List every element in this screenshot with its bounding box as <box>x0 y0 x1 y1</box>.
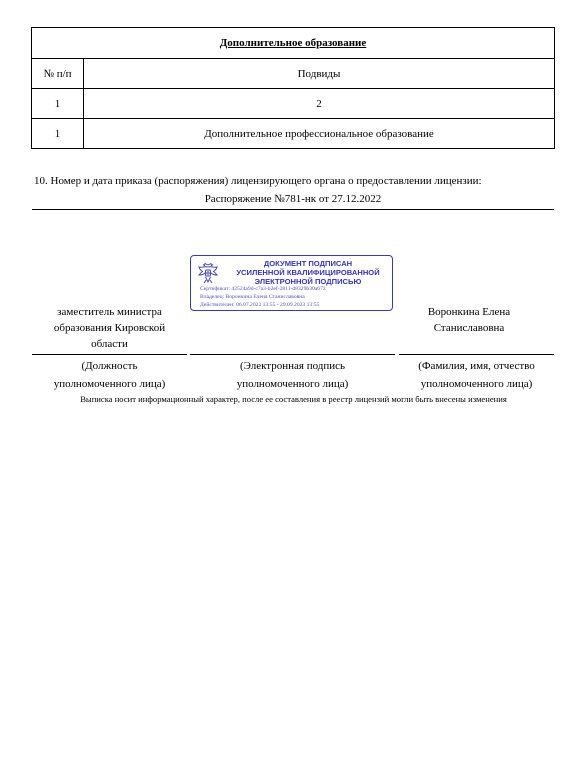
table-header-row <box>32 59 555 89</box>
stamp-details <box>200 285 326 310</box>
position-caption: (Должность уполномоченного лица) <box>53 360 166 390</box>
table-title: Дополнительное образование <box>32 28 555 59</box>
stamp-heading: ДОКУМЕНТ ПОДПИСАН УСИЛЕННОЙ КВАЛИФИЦИРОВАННОЙ ЭЛЕКТРОННОЙ ПОДПИСЬЮ <box>236 259 380 286</box>
signature-caption: (Электронная подпись уполномоченного лица) <box>236 360 349 390</box>
row-subtype-cell: Дополнительное профессиональное образование <box>84 119 555 149</box>
e-signature-stamp <box>190 255 393 311</box>
name-caption: (Фамилия, имя, отчество уполномоченного лица) <box>418 360 535 390</box>
order-value: Распоряжение №781-нк от 27.12.2022 <box>204 193 382 205</box>
table-row <box>32 119 555 149</box>
position-line <box>32 354 187 355</box>
table-numbering-row <box>32 89 555 119</box>
disclaimer-note: Выписка носит информационный характер, после ее составления в реестр лицензий могли быть внесены изменения <box>80 394 507 404</box>
signature-line <box>190 354 395 355</box>
numbering-cell: 2 <box>84 89 555 119</box>
subtypes-table <box>31 27 555 149</box>
header-number-cell: № п/п <box>32 59 84 89</box>
header-subtype-cell: Подвиды <box>84 59 555 89</box>
row-number-cell: 1 <box>32 119 84 149</box>
order-underline <box>32 209 554 210</box>
signer-name: Воронкина Елена Станиславовна <box>427 306 511 334</box>
stamp-owner: Владелец: Воронкина Елена Станиславовна <box>200 294 305 301</box>
name-line <box>399 354 554 355</box>
stamp-validity: Действителен: 06.07.2022 13:55 - 29.09.2023 13:55 <box>200 302 320 309</box>
numbering-cell: 1 <box>32 89 84 119</box>
section-10-label: 10. Номер и дата приказа (распоряжения) лицензирующего органа о предоставлении лицензии: <box>34 175 482 187</box>
signer-position: заместитель министра образования Кировской области <box>53 306 166 350</box>
stamp-certificate: Сертификат: 42524a9d-c7a3-b2ef-2811-d8329b30a672 <box>200 286 326 292</box>
